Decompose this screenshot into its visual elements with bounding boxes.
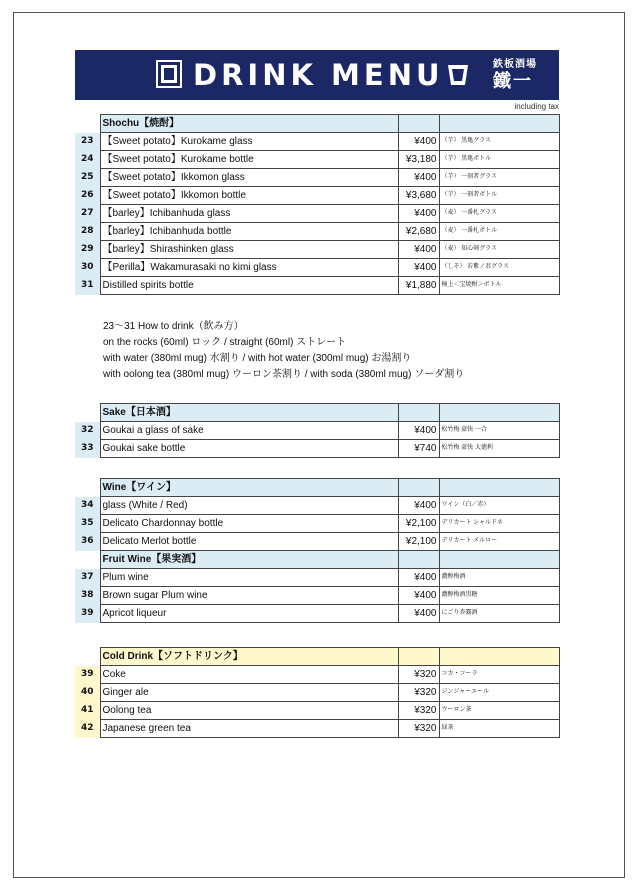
item-japanese-name: （芋） 一刻者グラス — [439, 169, 559, 187]
tax-note: including tax — [514, 102, 559, 111]
item-price: ¥2,680 — [398, 223, 439, 241]
shop-logo — [493, 55, 537, 92]
item-number: 41 — [75, 702, 100, 720]
item-number: 30 — [75, 259, 100, 277]
item-japanese-name: （芋） 一刻者ボトル — [439, 187, 559, 205]
item-price: ¥400 — [398, 169, 439, 187]
item-number: 27 — [75, 205, 100, 223]
item-number: 23 — [75, 133, 100, 151]
sake-box-icon — [155, 59, 183, 89]
item-price: ¥400 — [398, 205, 439, 223]
item-name: Coke — [100, 666, 398, 684]
shop-name-line2: 鐵一 — [493, 71, 533, 91]
wine-table — [75, 478, 560, 623]
item-name: Plum wine — [100, 569, 398, 587]
menu-item-row — [75, 684, 559, 702]
item-name: Goukai sake bottle — [100, 440, 398, 458]
shop-name-line1: 鉄板酒場 — [493, 59, 537, 70]
item-japanese-name: （芋） 黒亀ボトル — [439, 151, 559, 169]
item-price: ¥320 — [398, 720, 439, 738]
item-number: 40 — [75, 684, 100, 702]
item-number: 24 — [75, 151, 100, 169]
item-name: Japanese green tea — [100, 720, 398, 738]
item-price: ¥2,100 — [398, 533, 439, 551]
item-japanese-name: （麦） 一番札グラス — [439, 205, 559, 223]
item-number: 26 — [75, 187, 100, 205]
menu-item-row — [75, 205, 559, 223]
item-number: 33 — [75, 440, 100, 458]
item-japanese-name: ジンジャーエール — [439, 684, 559, 702]
item-price: ¥400 — [398, 569, 439, 587]
item-number: 42 — [75, 720, 100, 738]
item-name: 【barley】Ichibanhuda glass — [100, 205, 398, 223]
menu-item-row — [75, 720, 559, 738]
menu-item-row — [75, 497, 559, 515]
item-number: 39 — [75, 605, 100, 623]
sake-table — [75, 403, 560, 458]
sake-header: Sake【日本酒】 — [100, 404, 398, 422]
item-japanese-name: ウーロン茶 — [439, 702, 559, 720]
howto-line: with oolong tea (380ml mug) ウーロン茶割り / with soda (380ml mug) ソーダ割り — [103, 369, 465, 380]
item-japanese-name: コカ・コーラ — [439, 666, 559, 684]
item-price: ¥400 — [398, 259, 439, 277]
menu-item-row — [75, 151, 559, 169]
menu-item-row — [75, 259, 559, 277]
item-name: 【barley】Shirashinken glass — [100, 241, 398, 259]
item-price: ¥400 — [398, 497, 439, 515]
item-number: 37 — [75, 569, 100, 587]
item-japanese-name: 濃醇梅酒 — [439, 569, 559, 587]
item-japanese-name: （しそ） 若紫ノ君グラス — [439, 259, 559, 277]
item-number: 29 — [75, 241, 100, 259]
menu-item-row — [75, 666, 559, 684]
item-japanese-name: ワイン（白／赤） — [439, 497, 559, 515]
item-name: Brown sugar Plum wine — [100, 587, 398, 605]
menu-item-row — [75, 533, 559, 551]
menu-item-row — [75, 605, 559, 623]
item-japanese-name: （芋） 黒亀グラス — [439, 133, 559, 151]
item-japanese-name: 松竹梅 豪快 大徳利 — [439, 440, 559, 458]
menu-item-row — [75, 241, 559, 259]
section-header-row — [75, 479, 559, 497]
item-japanese-name: 極上＜宝焼酎＞ボトル — [439, 277, 559, 295]
item-japanese-name: 濃醇梅酒黒糖 — [439, 587, 559, 605]
howto-line: on the rocks (60ml) ロック / straight (60ml) ストレート — [103, 337, 347, 348]
item-price: ¥400 — [398, 605, 439, 623]
item-name: glass (White / Red) — [100, 497, 398, 515]
menu-item-row — [75, 277, 559, 295]
menu-item-row — [75, 515, 559, 533]
item-japanese-name: 松竹梅 豪快 一合 — [439, 422, 559, 440]
item-name: Delicato Chardonnay bottle — [100, 515, 398, 533]
item-japanese-name: デリカート シャルドネ — [439, 515, 559, 533]
menu-item-row — [75, 187, 559, 205]
item-name: Goukai a glass of sake — [100, 422, 398, 440]
menu-title: DRINK MENU — [193, 58, 444, 92]
item-name: Apricot liqueur — [100, 605, 398, 623]
item-name: 【barley】Ichibanhuda bottle — [100, 223, 398, 241]
shochu-table — [75, 114, 560, 295]
item-japanese-name: デリカート メルロー — [439, 533, 559, 551]
item-price: ¥400 — [398, 422, 439, 440]
item-price: ¥2,100 — [398, 515, 439, 533]
item-number: 35 — [75, 515, 100, 533]
item-number: 38 — [75, 587, 100, 605]
how-to-drink-note — [103, 319, 464, 383]
item-name: 【Perilla】Wakamurasaki no kimi glass — [100, 259, 398, 277]
item-number: 25 — [75, 169, 100, 187]
item-number: 28 — [75, 223, 100, 241]
menu-item-row — [75, 223, 559, 241]
cold-drink-table — [75, 647, 560, 738]
item-number: 32 — [75, 422, 100, 440]
item-japanese-name: にごり杏露酒 — [439, 605, 559, 623]
item-price: ¥3,680 — [398, 187, 439, 205]
fruit-wine-header: Fruit Wine【果実酒】 — [100, 551, 398, 569]
wine-header: Wine【ワイン】 — [100, 479, 398, 497]
item-number: 31 — [75, 277, 100, 295]
item-price: ¥400 — [398, 133, 439, 151]
section-header-row — [75, 115, 559, 133]
item-price: ¥400 — [398, 587, 439, 605]
howto-line: with water (380ml mug) 水割り / with hot water (300ml mug) お湯割り — [103, 353, 412, 364]
item-number: 39 — [75, 666, 100, 684]
item-japanese-name: 緑茶 — [439, 720, 559, 738]
section-header-row — [75, 551, 559, 569]
menu-item-row — [75, 169, 559, 187]
shochu-header: Shochu【焼酎】 — [100, 115, 398, 133]
item-price: ¥320 — [398, 702, 439, 720]
menu-item-row — [75, 133, 559, 151]
item-price: ¥400 — [398, 241, 439, 259]
menu-item-row — [75, 587, 559, 605]
item-price: ¥320 — [398, 666, 439, 684]
item-name: 【Sweet potato】Ikkomon glass — [100, 169, 398, 187]
item-japanese-name: （麦） 知心剣グラス — [439, 241, 559, 259]
item-number: 36 — [75, 533, 100, 551]
item-price: ¥1,880 — [398, 277, 439, 295]
cold-drink-header: Cold Drink【ソフトドリンク】 — [100, 648, 398, 666]
item-name: Delicato Merlot bottle — [100, 533, 398, 551]
item-name: 【Sweet potato】Ikkomon bottle — [100, 187, 398, 205]
item-name: Ginger ale — [100, 684, 398, 702]
menu-item-row — [75, 422, 559, 440]
section-header-row — [75, 404, 559, 422]
item-price: ¥740 — [398, 440, 439, 458]
howto-line: 23〜31 How to drink（飲み方） — [103, 321, 244, 332]
item-name: Distilled spirits bottle — [100, 277, 398, 295]
item-name: Oolong tea — [100, 702, 398, 720]
item-price: ¥320 — [398, 684, 439, 702]
menu-item-row — [75, 702, 559, 720]
menu-item-row — [75, 569, 559, 587]
menu-banner — [75, 50, 559, 100]
menu-item-row — [75, 440, 559, 458]
item-name: 【Sweet potato】Kurokame bottle — [100, 151, 398, 169]
item-price: ¥3,180 — [398, 151, 439, 169]
section-header-row — [75, 648, 559, 666]
item-japanese-name: （麦） 一番札ボトル — [439, 223, 559, 241]
item-name: 【Sweet potato】Kurokame glass — [100, 133, 398, 151]
glass-icon — [445, 62, 471, 88]
item-number: 34 — [75, 497, 100, 515]
